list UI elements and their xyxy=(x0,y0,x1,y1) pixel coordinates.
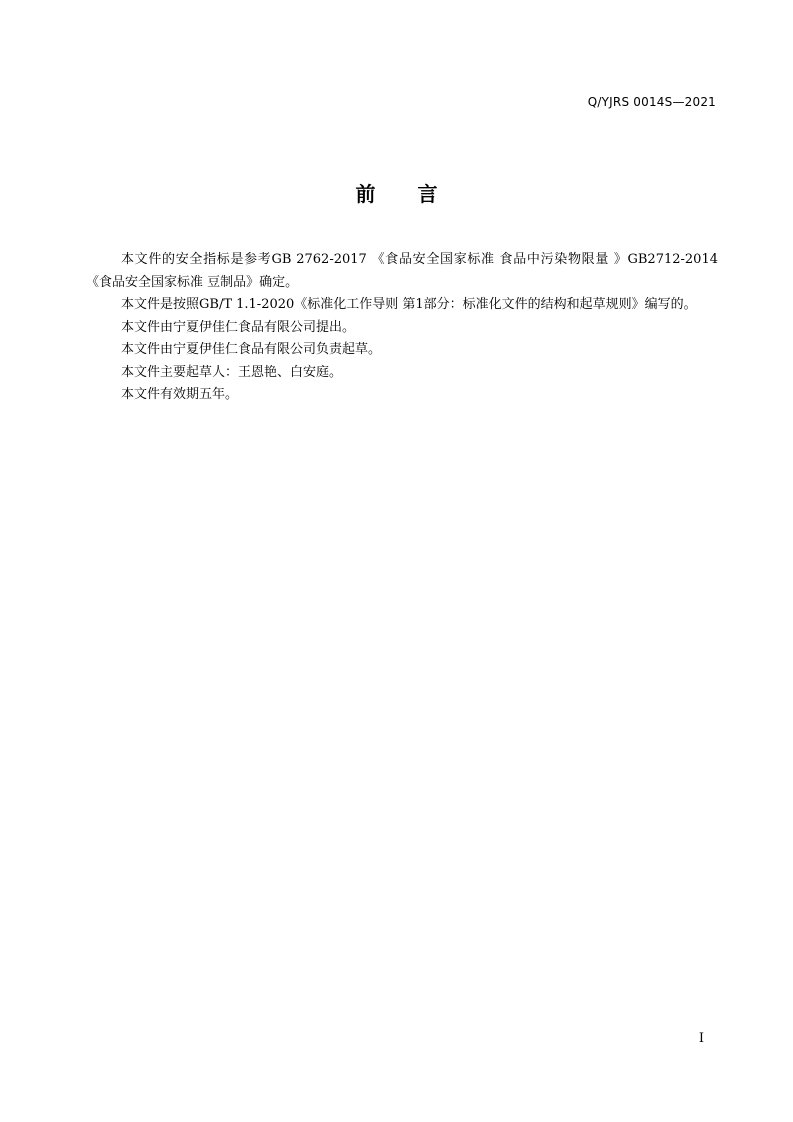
paragraph-drafters: 本文件主要起草人：王恩艳、白安庭。 xyxy=(121,364,343,380)
section-title: 前言 xyxy=(355,182,480,206)
paragraph-proposer: 本文件由宁夏伊佳仁食品有限公司提出。 xyxy=(121,319,356,335)
paragraph-drafting-organization: 本文件由宁夏伊佳仁食品有限公司负责起草。 xyxy=(121,342,382,357)
paragraph-drafting-rules: 本文件是按照GB/T 1.1-2020《标准化工作导则 第1部分：标准化文件的结构和起草规则》编写的。 xyxy=(121,297,697,312)
paragraph-validity: 本文件有效期五年。 xyxy=(121,387,239,402)
paragraph-safety-reference: 本文件的安全指标是参考GB 2762-2017 《食品安全国家标准 食品中污染物限量 》GB2712-2014《食品安全国家标准 豆制品》确定。 xyxy=(86,252,718,290)
document-code: Q/YJRS 0014S—2021 xyxy=(587,95,716,109)
preface-body xyxy=(86,249,718,407)
page-number: I xyxy=(698,1031,704,1046)
